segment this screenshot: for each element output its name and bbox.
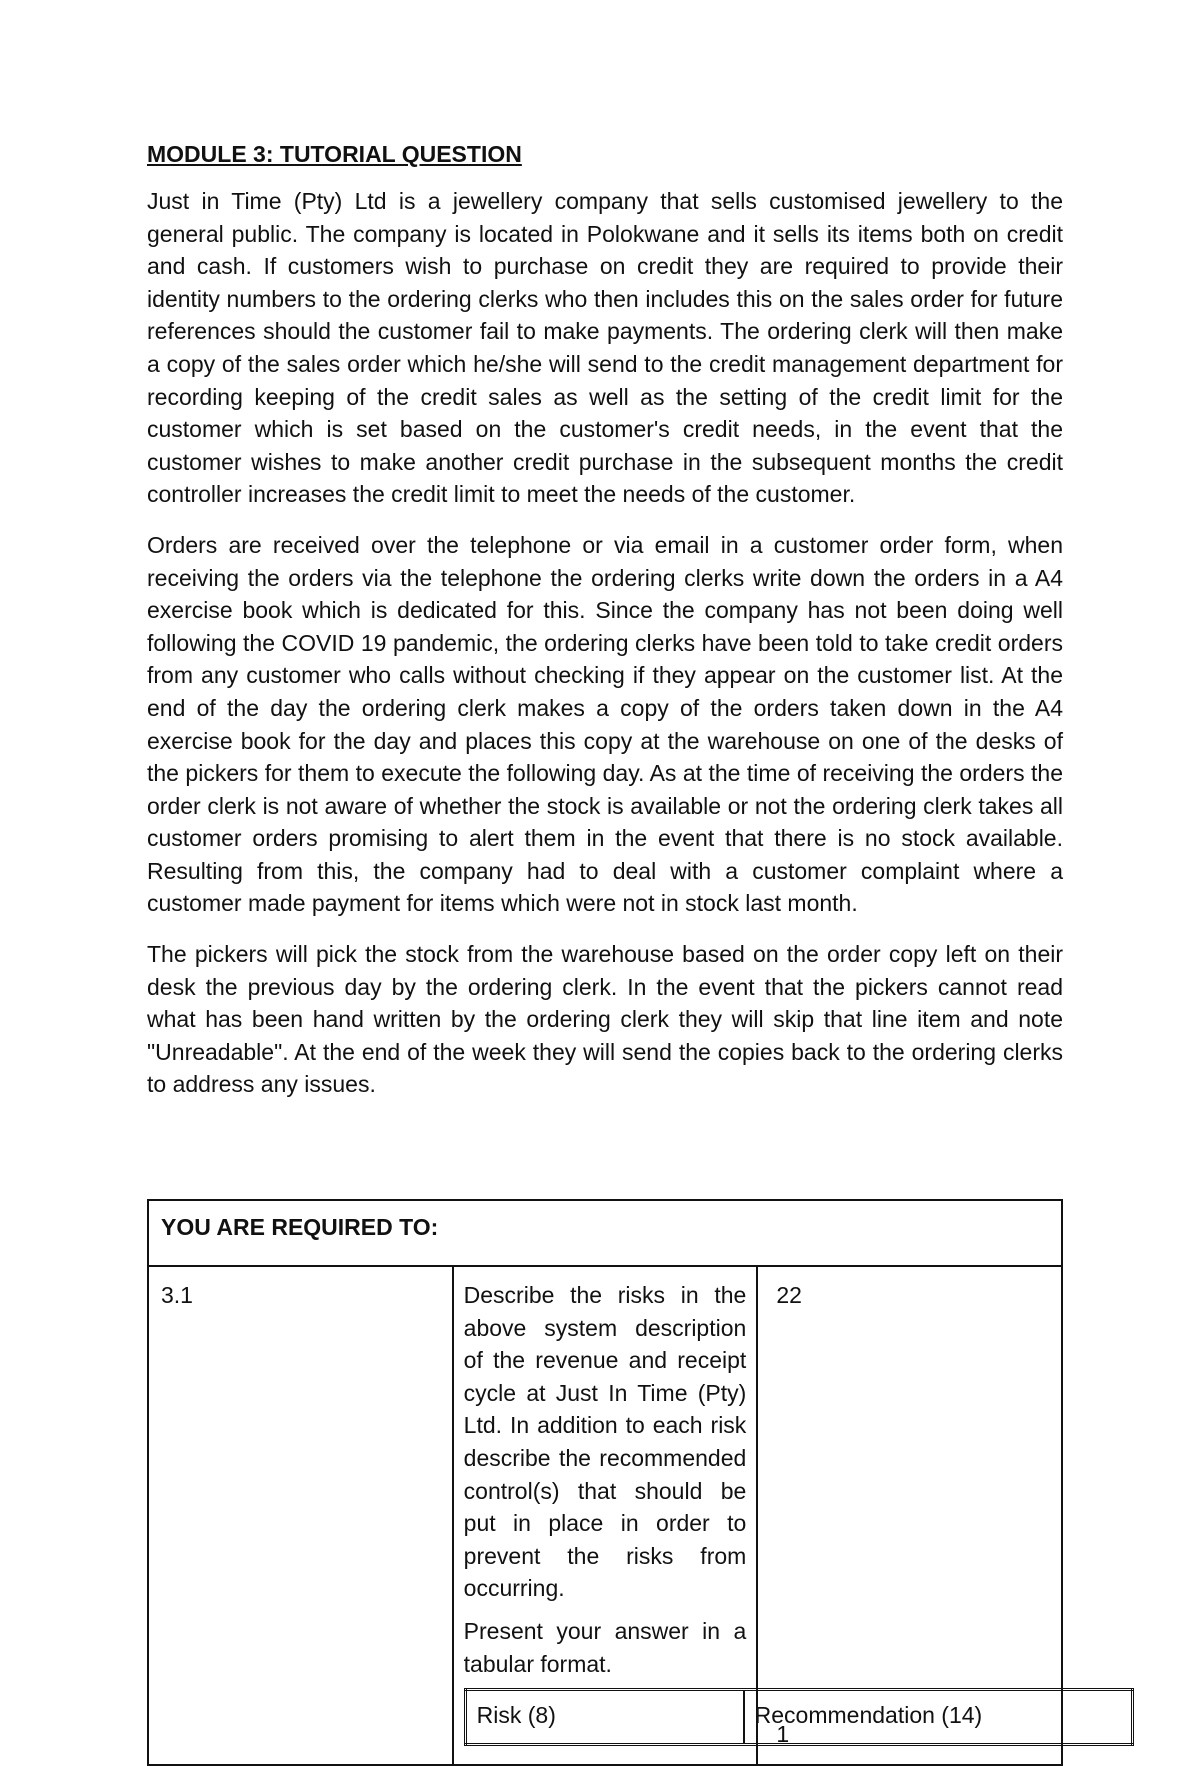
question-row [148, 1266, 1062, 1765]
marks-cell [757, 1266, 1062, 1765]
requirements-header: YOU ARE REQUIRED TO: [148, 1200, 1062, 1266]
question-number: 3.1 [148, 1266, 453, 1765]
paragraph-company-overview: Just in Time (Pty) Ltd is a jewellery company that sells customised jewellery to the general public. The company is located in Polokwane and it sells its items both on credit and cash. If customers wish to purchase on credit they are required to provide their identity numbers to the ordering clerks who then includes this on the sales order for future references should the customer fail to make payments. The ordering clerk will then make a copy of the sales order which he/she will send to the credit management department for recording keeping of the credit sales as well as the setting of the credit limit for the customer which is set based on the customer's credit needs, in the event that the customer wishes to make another credit purchase in the subsequent months the credit controller increases the credit limit to meet the needs of the customer. [147, 188, 1063, 508]
requirements-table [147, 1199, 1063, 1766]
question-instruction: Present your answer in a tabular format. [463, 1617, 747, 1677]
document-page [147, 138, 1063, 1747]
question-description: Describe the risks in the above system description of the revenue and receipt cycle at Just In Time (Pty) Ltd. In addition to each risk describe the recommended control(s) that should be put in place in order to prevent the risks from occurring. [463, 1282, 747, 1602]
paragraph-order-process: Orders are received over the telephone or via email in a customer order form, when receiving the orders via the telephone the ordering clerks write down the orders in a A4 exercise book which is dedicated for this. Since the company has not been doing well following the COVID 19 pandemic, the ordering clerks have been told to take credit orders from any customer who calls without checking if they appear on the customer list. At the end of the day the ordering clerk makes a copy of the orders taken down in the A4 exercise book for the day and places this copy at the warehouse on one of the desks of the pickers for them to execute the following day. As at the time of receiving the orders the order clerk is not aware of whether the stock is available or not the ordering clerk takes all customer orders promising to alert them in the event that there is no stock available. Resulting from this, the company had to deal with a customer complaint where a customer made payment for items which were not in stock last month. [147, 531, 1063, 917]
module-heading: MODULE 3: TUTORIAL QUESTION [147, 141, 522, 167]
question-marks: 22 [776, 1282, 802, 1308]
risk-column-header: Risk (8) [465, 1690, 744, 1745]
sub-marks: 1 [776, 1720, 790, 1747]
paragraph-picking-process: The pickers will pick the stock from the warehouse based on the order copy left on their desk the previous day by the ordering clerk. In the event that the pickers cannot read what has been hand written by the ordering clerk they will skip that line item and note "Unreadable". At the end of the week they will send the copies back to the ordering clerks to address any issues. [147, 941, 1063, 1098]
recommendation-column-header: Recommendation (14) [744, 1690, 1133, 1745]
